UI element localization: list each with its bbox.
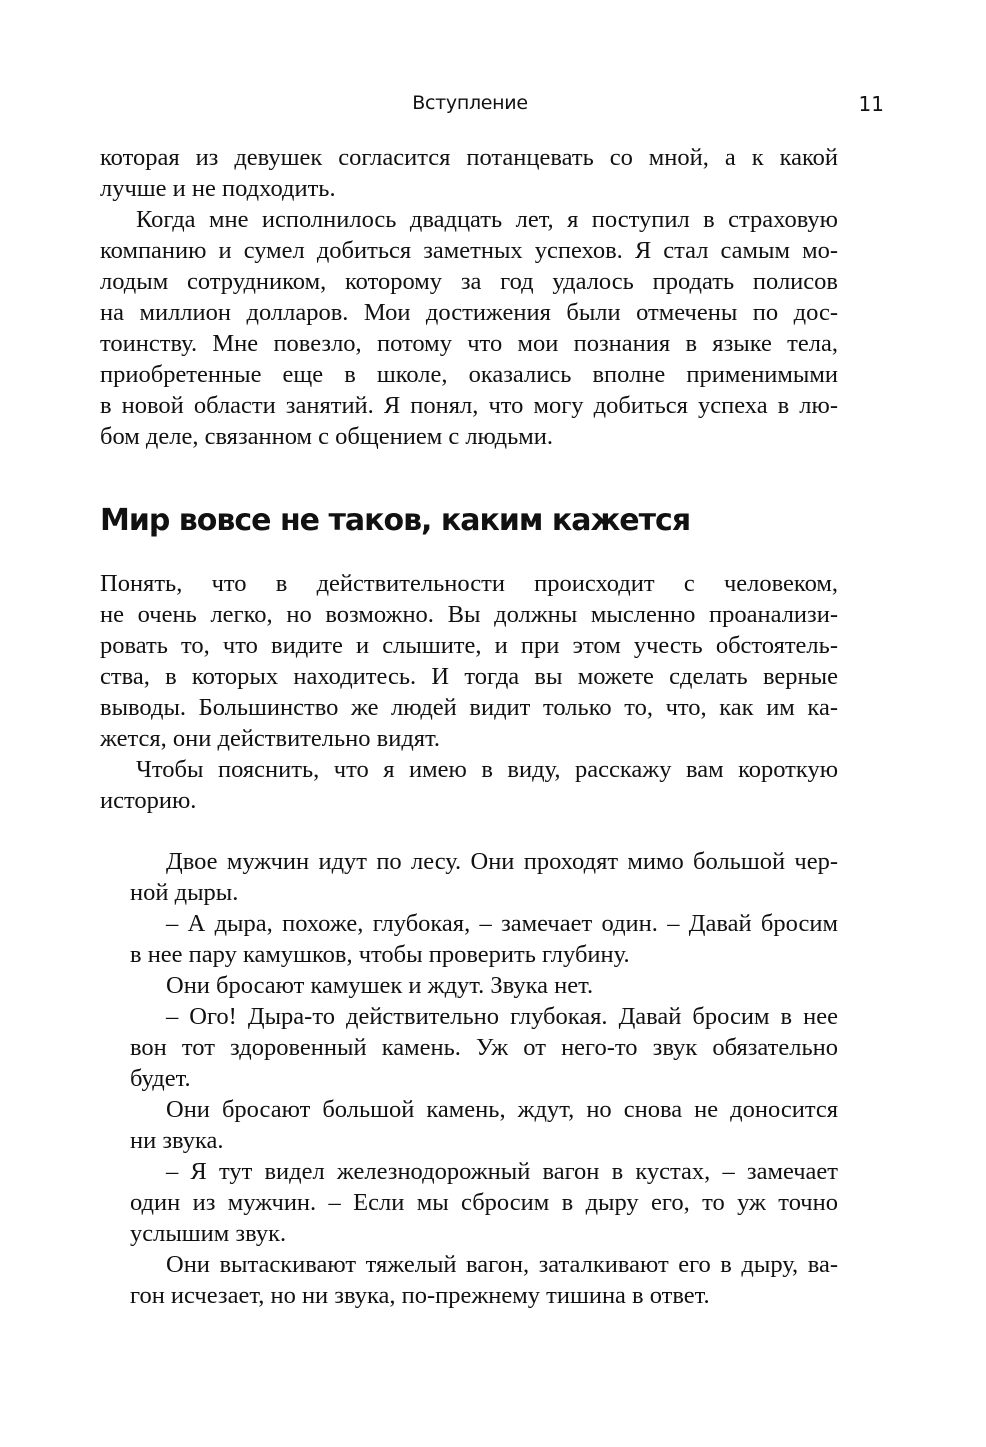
text-line: один из мужчин. – Если мы сбросим в дыру его, то уж точно (130, 1189, 838, 1216)
text-line: – Ого! Дыра-то действительно глубокая. Давай бросим в нее (166, 1003, 838, 1030)
text-line: лучше и не подходить. (100, 175, 336, 202)
text-line: ства, в которых находитесь. И тогда вы можете сделать верные (100, 663, 838, 690)
text-line: Двое мужчин идут по лесу. Они проходят мимо большой чер- (166, 848, 838, 875)
text-line: будет. (130, 1065, 191, 1092)
text-line: Они бросают большой камень, ждут, но снова не доносится (166, 1096, 838, 1123)
text-line: вон тот здоровенный камень. Уж от него-то звук обязательно (130, 1034, 838, 1061)
text-line: услышим звук. (130, 1220, 287, 1247)
text-line: Понять, что в действительности происходит с человеком, (100, 570, 838, 597)
text-line: историю. (100, 787, 197, 814)
text-line: – Я тут видел железнодорожный вагон в кустах, – замечает (166, 1158, 838, 1185)
text-line: в нее пару камушков, чтобы проверить глубину. (130, 941, 630, 968)
text-line: в новой области занятий. Я понял, что могу добиться успеха в лю- (100, 392, 838, 419)
text-line: ровать то, что видите и слышите, и при этом учесть обстоятель- (100, 632, 838, 659)
text-line: ной дыры. (130, 879, 239, 906)
page-number: 11 (858, 92, 884, 116)
text-line: гон исчезает, но ни звука, по-прежнему тишина в ответ. (130, 1282, 710, 1309)
text-line: не очень легко, но возможно. Вы должны мысленно проанализи- (100, 601, 838, 628)
text-line: Они бросают камушек и ждут. Звука нет. (166, 972, 594, 999)
section-heading: Мир вовсе не таков, каким кажется (100, 503, 691, 538)
text-line: компанию и сумел добиться заметных успехов. Я стал самым мо- (100, 237, 838, 264)
text-line: Когда мне исполнилось двадцать лет, я поступил в страховую (136, 206, 838, 233)
text-line: – А дыра, похоже, глубокая, – замечает один. – Давай бросим (166, 910, 838, 937)
text-line: жется, они действительно видят. (100, 725, 441, 752)
text-line: выводы. Большинство же людей видит только то, что, как им ка- (100, 694, 838, 721)
running-title: Вступление (412, 92, 528, 114)
text-line: которая из девушек согласится потанцевать со мной, а к какой (100, 144, 838, 171)
text-line: ни звука. (130, 1127, 224, 1154)
text-line: приобретенные еще в школе, оказались вполне применимыми (100, 361, 838, 388)
text-line: лодым сотрудником, которому за год удалось продать полисов (100, 268, 838, 295)
text-line: на миллион долларов. Мои достижения были отмечены по дос- (100, 299, 838, 326)
text-line: тоинству. Мне повезло, потому что мои познания в языке тела, (100, 330, 838, 357)
text-line: Они вытаскивают тяжелый вагон, заталкивают его в дыру, ва- (166, 1251, 838, 1278)
text-line: бом деле, связанном с общением с людьми. (100, 423, 553, 450)
text-line: Чтобы пояснить, что я имею в виду, расскажу вам короткую (136, 756, 838, 783)
